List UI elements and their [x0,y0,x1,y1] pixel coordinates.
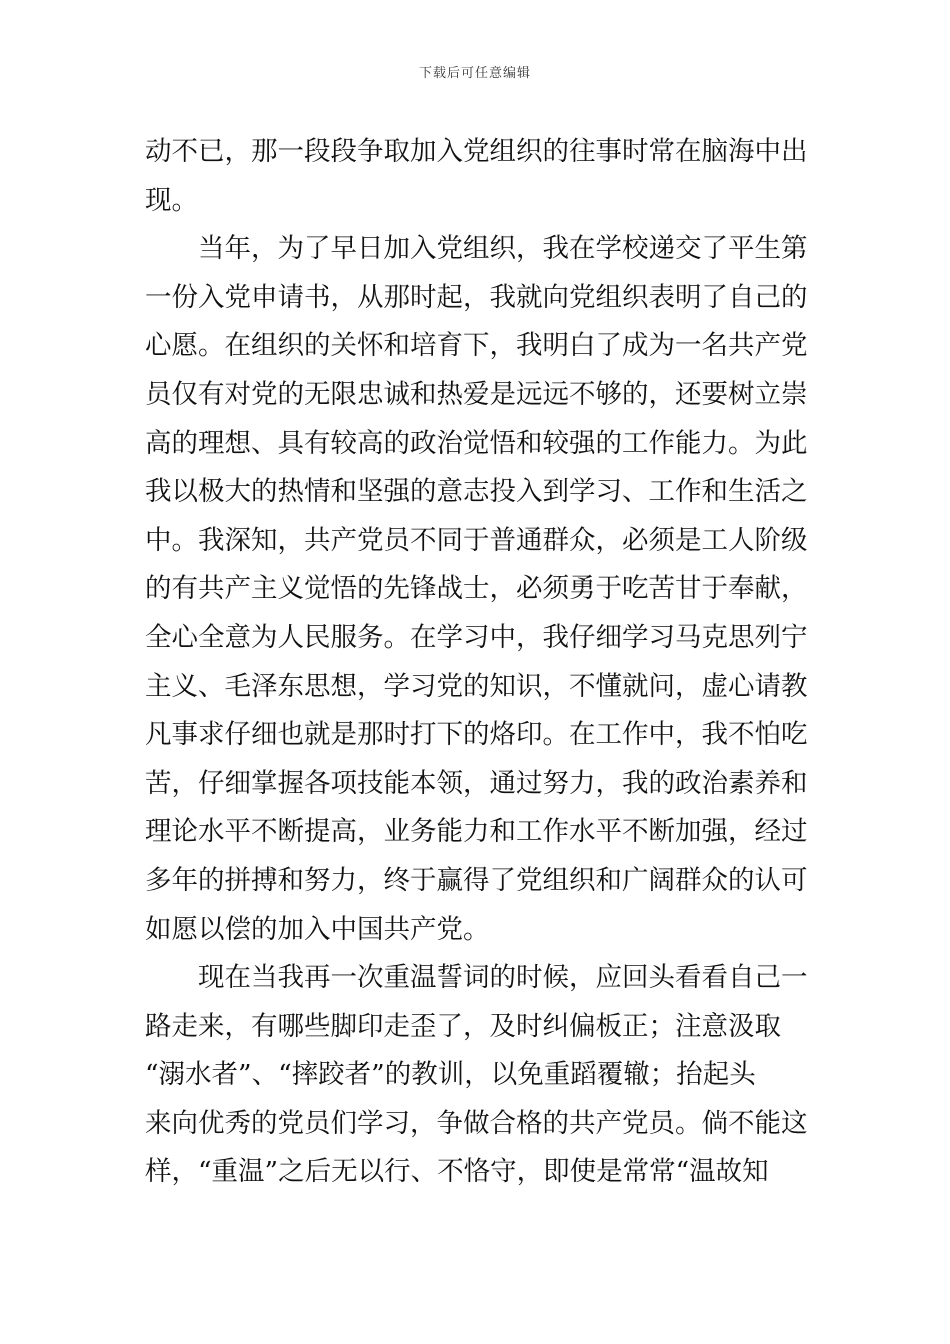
paragraph [145,128,815,225]
text-line: 理论水平不断提高，业务能力和工作水平不断加强，经过 [145,816,808,848]
text-line: 凡事求仔细也就是那时打下的烙印。在工作中，我不怕吃 [145,719,808,751]
text-line: 当年，为了早日加入党组织，我在学校递交了平生第 [198,233,808,265]
text-line: 多年的拼搏和努力，终于赢得了党组织和广阔群众的认可 [145,864,808,896]
text-line: 员仅有对党的无限忠诚和热爱是远远不够的，还要树立崇 [145,378,808,410]
text-line: 现在当我再一次重温誓词的时候，应回头看看自己一 [198,962,808,994]
text-line: 苦，仔细掌握各项技能本领，通过努力，我的政治素养和 [145,767,808,799]
document-body [145,128,815,1197]
text-line: 中。我深知，共产党员不同于普通群众，必须是工人阶级 [145,524,808,556]
text-line: 心愿。在组织的关怀和培育下，我明白了成为一名共产党 [145,330,808,362]
text-line: 样，“重温”之后无以行、不恪守，即使是常常“温故知 [145,1156,769,1188]
text-line: 路走来，有哪些脚印走歪了，及时纠偏板正；注意汲取 [145,1010,781,1042]
text-line: 如愿以偿的加入中国共产党。 [145,913,490,945]
text-line: 主义、毛泽东思想，学习党的知识，不懂就问，虚心请教 [145,670,808,702]
text-line: 高的理想、具有较高的政治觉悟和较强的工作能力。为此 [145,427,808,459]
text-line: 的有共产主义觉悟的先锋战士，必须勇于吃苦甘于奉献， [145,573,808,605]
paragraph [145,225,815,954]
text-line: 现。 [145,184,198,216]
text-line: “溺水者”、“摔跤者”的教训，以免重蹈覆辙；抬起头 [145,1059,756,1091]
page-header: 下载后可任意编辑 [418,66,531,81]
text-line: 我以极大的热情和坚强的意志投入到学习、工作和生活之 [145,476,808,508]
text-line: 动不已，那一段段争取加入党组织的往事时常在脑海中出 [145,136,808,167]
text-line: 全心全意为人民服务。在学习中，我仔细学习马克思列宁 [145,621,808,653]
paragraph [145,954,815,1197]
text-line: 来向优秀的党员们学习，争做合格的共产党员。倘不能这 [145,1107,808,1139]
text-line: 一份入党申请书，从那时起，我就向党组织表明了自己的 [145,281,808,313]
